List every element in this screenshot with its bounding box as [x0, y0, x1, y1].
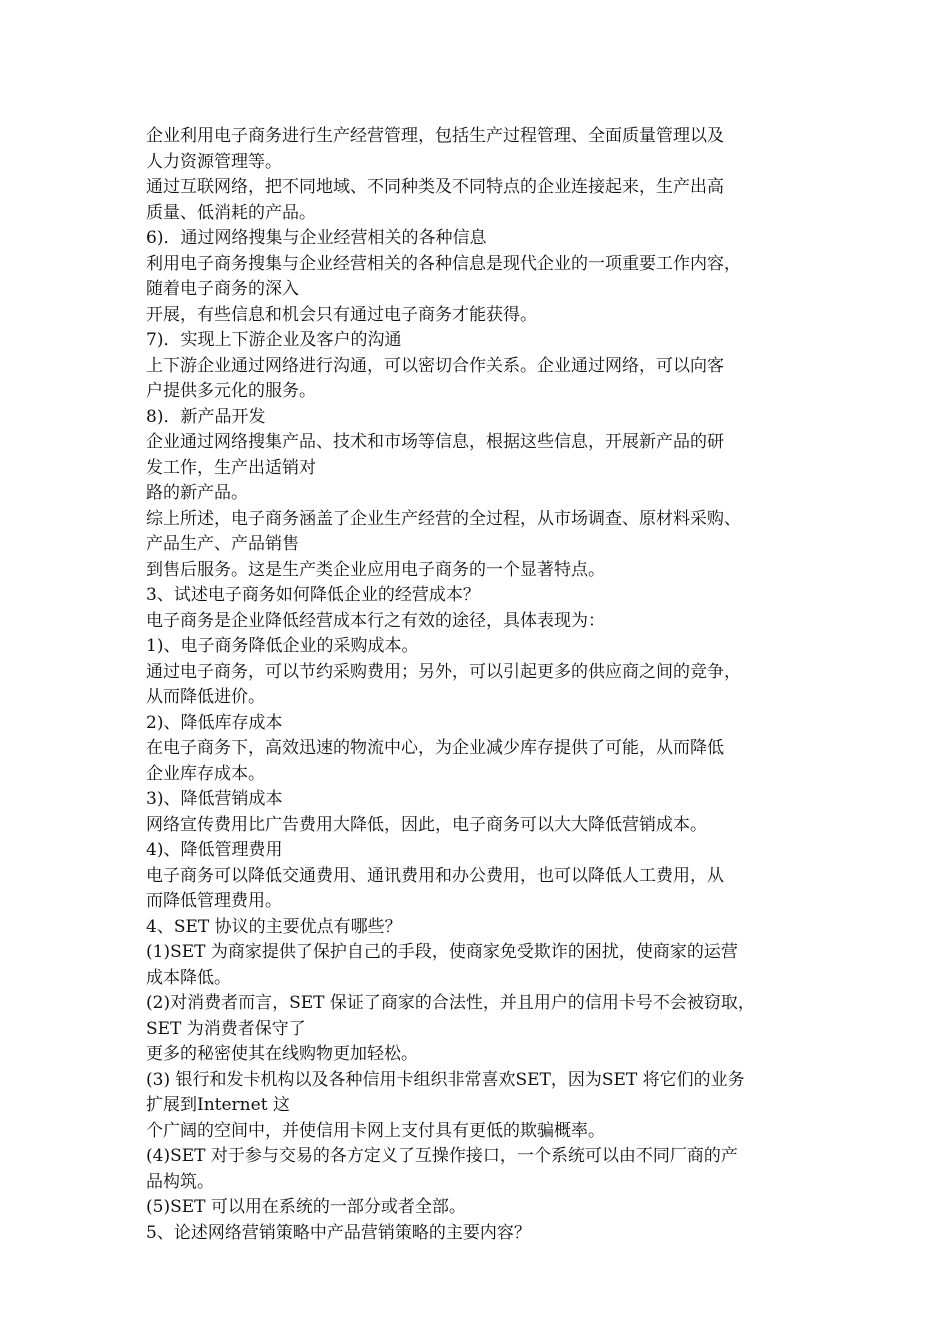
question-heading: 5、论述网络营销策略中产品营销策略的主要内容？ [146, 1222, 531, 1243]
text-line: 个广阔的空间中，并使信用卡网上支付具有更低的欺骗概率。 [146, 1120, 605, 1141]
question-heading: 3、试述电子商务如何降低企业的经营成本？ [146, 585, 480, 605]
text-line: 上下游企业通过网络进行沟通，可以密切合作关系。企业通过网络，可以向客 [146, 355, 724, 376]
text-line: (5)SET 可以用在系统的一部分或者全部。 [146, 1197, 466, 1217]
section-heading: 2)、降低库存成本 [146, 712, 283, 733]
section-heading: 4)、降低管理费用 [146, 840, 283, 860]
text-line: 随着电子商务的深入 [146, 279, 299, 299]
text-line: 综上所述，电子商务涵盖了企业生产经营的全过程，从市场调查、原材料采购、 [146, 508, 741, 529]
text-line: 产品生产、产品销售 [146, 534, 299, 554]
section-heading: 6)．通过网络搜集与企业经营相关的各种信息 [146, 228, 487, 248]
text-line: 电子商务是企业降低经营成本行之有效的途径，具体表现为： [146, 610, 605, 631]
text-line: (1)SET 为商家提供了保护自己的手段，使商家免受欺诈的困扰，使商家的运营 [146, 942, 738, 962]
text-line: (4)SET 对于参与交易的各方定义了互操作接口，一个系统可以由不同厂商的产 [146, 1146, 738, 1166]
text-line: 网络宣传费用比广告费用大降低，因此，电子商务可以大大降低营销成本。 [146, 814, 707, 835]
text-line: 发工作，生产出适销对 [146, 457, 316, 478]
text-line: 电子商务可以降低交通费用、通讯费用和办公费用，也可以降低人工费用，从 [146, 865, 724, 886]
text-line: 从而降低进价。 [146, 687, 265, 707]
text-line: 企业库存成本。 [146, 763, 265, 784]
text-line: SET 为消费者保守了 [146, 1018, 306, 1039]
text-line: 更多的秘密使其在线购物更加轻松。 [146, 1044, 418, 1064]
text-line: 质量、低消耗的产品。 [146, 202, 316, 223]
section-heading: 8)．新产品开发 [146, 406, 266, 427]
text-line: 路的新产品。 [146, 483, 248, 503]
text-line: 品构筑。 [146, 1171, 214, 1192]
text-line: 在电子商务下，高效迅速的物流中心，为企业减少库存提供了可能，从而降低 [146, 738, 724, 758]
text-line: 人力资源管理等。 [146, 151, 282, 172]
text-line: 企业利用电子商务进行生产经营管理，包括生产过程管理、全面质量管理以及 [146, 126, 724, 146]
text-line: 开展，有些信息和机会只有通过电子商务才能获得。 [146, 304, 537, 325]
section-heading: 7)．实现上下游企业及客户的沟通 [146, 330, 402, 350]
text-line: 而降低管理费用。 [146, 891, 282, 911]
text-line: 通过电子商务，可以节约采购费用；另外，可以引起更多的供应商之间的竞争， [146, 661, 741, 682]
text-line: 到售后服务。这是生产类企业应用电子商务的一个显著特点。 [146, 559, 605, 580]
text-line: 通过互联网络，把不同地域、不同种类及不同特点的企业连接起来，生产出高 [146, 177, 724, 197]
text-line: 利用电子商务搜集与企业经营相关的各种信息是现代企业的一项重要工作内容， [146, 253, 741, 274]
question-heading: 4、SET 协议的主要优点有哪些？ [146, 916, 402, 937]
section-heading: 1)、电子商务降低企业的采购成本。 [146, 636, 419, 656]
text-line: 成本降低。 [146, 967, 231, 988]
text-line: 户提供多元化的服务。 [146, 381, 316, 401]
text-line: (3) 银行和发卡机构以及各种信用卡组织非常喜欢SET，因为SET 将它们的业务 [146, 1069, 745, 1090]
section-heading: 3)、降低营销成本 [146, 789, 283, 809]
text-line: 扩展到Internet 这 [146, 1095, 290, 1115]
text-line: 企业通过网络搜集产品、技术和市场等信息，根据这些信息，开展新产品的研 [146, 432, 724, 452]
document-body [146, 124, 826, 1246]
text-line: (2)对消费者而言，SET 保证了商家的合法性，并且用户的信用卡号不会被窃取， [146, 993, 755, 1013]
